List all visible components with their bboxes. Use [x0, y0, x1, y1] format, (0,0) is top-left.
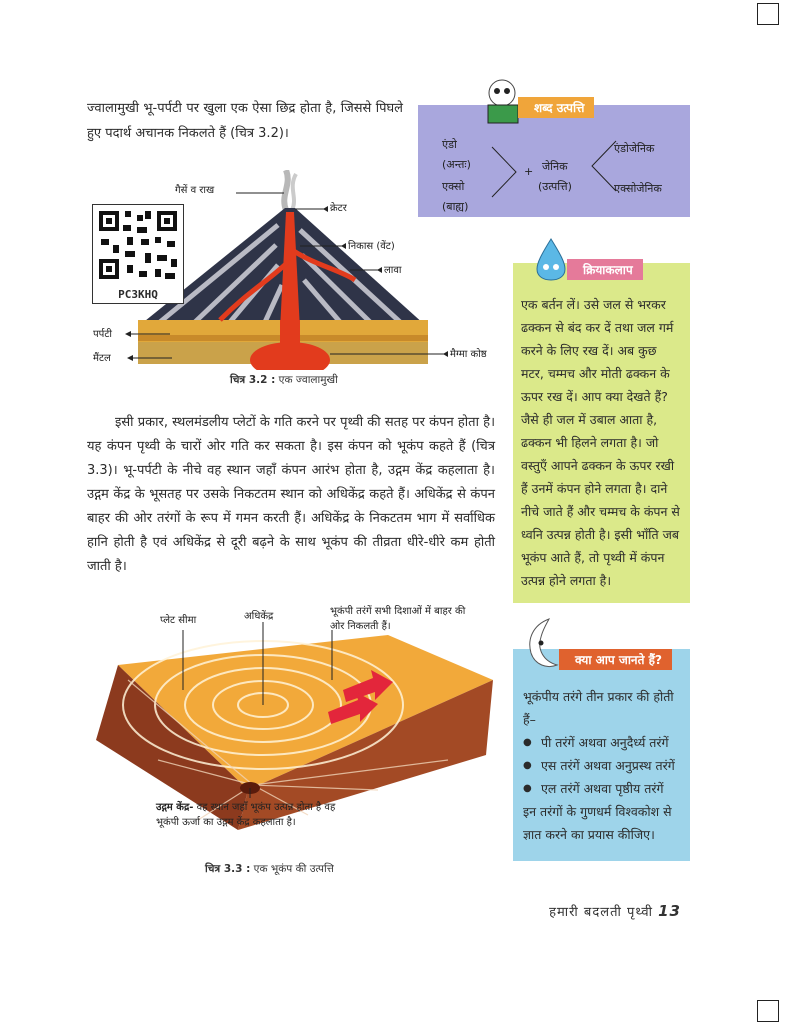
word-endo: एंडो	[442, 138, 457, 151]
label-focus-term: उद्गम केंद्र-	[156, 802, 194, 813]
word-origin-box	[418, 101, 690, 217]
label-vent: निकास (वेंट)	[348, 241, 395, 252]
word-exo-meaning: (बाह्य)	[442, 200, 469, 213]
page-number: 13	[658, 902, 681, 920]
arrow-gases	[236, 188, 286, 198]
did-you-know-content	[523, 685, 683, 846]
water-drop-mascot-icon	[533, 237, 569, 281]
page-footer	[549, 902, 681, 920]
volcano-caption	[230, 373, 338, 387]
word-endo-meaning: (अन्तः)	[442, 158, 471, 171]
arrow-crater	[295, 205, 330, 213]
arrow-crust	[125, 330, 170, 338]
bracket-left	[490, 145, 520, 200]
activity-title: क्रियाकलाप	[567, 259, 643, 280]
plus-sign: +	[524, 165, 534, 178]
arrow-magma	[330, 350, 450, 358]
did-you-know-outro: इन तरंगों के गुणधर्म विश्वकोश से ज्ञात करने का प्रयास कीजिए।	[523, 804, 672, 842]
label-focus	[156, 800, 356, 830]
label-mantle: मैंटल	[93, 353, 111, 364]
earthquake-caption-number: चित्र 3.3 :	[205, 863, 251, 875]
did-you-know-title: क्या आप जानते हैं?	[559, 649, 672, 670]
word-exogenic: एक्सोजेनिक	[614, 182, 662, 195]
wave-type-s: ● एस तरंगें अथवा अनुप्रस्थ तरंगें	[523, 754, 683, 777]
label-magma: मैग्मा कोष्ठ	[450, 349, 487, 360]
word-exo: एक्सो	[442, 180, 465, 193]
volcano-caption-text: एक ज्वालामुखी	[278, 374, 338, 386]
qr-pattern	[93, 205, 183, 285]
intro-paragraph: ज्वालामुखी भू-पर्पटी पर खुला एक ऐसा छिद्र होता है, जिससे पिघले हुए पदार्थ अचानक निकलते हैं (चित्र 3.2)।	[87, 101, 403, 141]
activity-box	[513, 263, 690, 603]
volcano-caption-number: चित्र 3.2 :	[230, 374, 276, 386]
did-you-know-box	[513, 649, 690, 861]
earthquake-paragraph	[87, 411, 495, 579]
qr-code	[92, 204, 184, 304]
word-origin-title: शब्द उत्पत्ति	[518, 97, 594, 118]
wave-type-l: ● एल तरंगें अथवा पृष्ठीय तरंगें	[523, 777, 683, 800]
label-focus-definition: वह स्थान जहाँ भूकंप उत्पन्न होता है वह भूकंपी ऊर्जा का उद्गम केंद्र कहलाता है।	[156, 802, 336, 828]
activity-text: एक बर्तन लें। उसे जल से भरकर ढक्कन से बंद कर दें तथा जल गर्म करने के लिए रख दें। अब कुछ मटर, चम्मच और मोती ढक्कन के ऊपर रख दें। आप क्या देखते हैं? जैसे ही जल में उबाल आता है, ढक्कन भी हिलने लगता है। जो वस्तुएँ आपने ढक्कन के ऊपर रखी हैं उनमें कंपन होने लगता है। दाने नीचे जाते हैं और चम्मच के कंपन से ध्वनि उत्पन्न होती है। इसी भाँति जब भूकंप आते हैं, तो पृथ्वी में कंपन उत्पन्न होने लगता है।	[521, 297, 680, 588]
qr-code-text: PC3KHQ	[118, 288, 158, 301]
earthquake-paragraph-text: इसी प्रकार, स्थलमंडलीय प्लेटों के गति करने पर पृथ्वी की सतह पर कंपन होता है। यह कंपन पृथ्वी के चारों ओर गति कर सकता है। इस कंपन को भूकंप कहते हैं (चित्र 3.3)। भू-पर्पटी के नीचे वह स्थान जहाँ कंपन आरंभ होता है, उद्गम केंद्र कहलाता है। उद्गम केंद्र के भूसतह पर उसके निकटतम स्थान को अधिकेंद्र कहते हैं। अधिकेंद्र से कंपन बाहर की ओर तरंगों के रूप में गमन करती हैं। अधिकेंद्र के निकटतम भाग में सर्वाधिक हानि होती है एवं अधिकेंद्र से दूरी बढ़ने के साथ भूकंप की तीव्रता धीरे-धीरे कम होती जाती है।	[87, 415, 495, 574]
moon-mascot-icon	[521, 617, 561, 669]
earthquake-caption-text: एक भूकंप की उत्पत्ति	[253, 863, 334, 875]
label-lava: लावा	[384, 265, 402, 276]
label-crater: क्रेटर	[330, 203, 347, 214]
word-endogenic: एंडोजेनिक	[614, 142, 655, 155]
label-epicentre: अधिकेंद्र	[244, 611, 274, 622]
wave-types-list	[523, 731, 683, 800]
chapter-title: हमारी बदलती पृथ्वी	[549, 905, 653, 920]
arrow-mantle	[127, 354, 172, 362]
earthquake-caption	[205, 862, 334, 876]
label-plate-boundary: प्लेट सीमा	[160, 615, 197, 626]
label-waves: भूकंपी तरंगें सभी दिशाओं में बाहर की ओर निकलती हैं।	[330, 606, 466, 632]
arrow-vent	[300, 242, 348, 250]
word-genic: जेनिक	[542, 160, 568, 173]
label-crust: पर्पटी	[93, 329, 112, 340]
arrow-lava	[350, 266, 384, 274]
corner-mark-top	[757, 3, 779, 25]
wave-type-p: ● पी तरंगें अथवा अनुदैर्ध्य तरंगें	[523, 731, 683, 754]
word-genic-meaning: (उत्पत्ति)	[538, 180, 572, 193]
did-you-know-intro: भूकंपीय तरंगे तीन प्रकार की होती हैं–	[523, 689, 674, 727]
corner-mark-bottom	[757, 1000, 779, 1022]
label-gases: गैसें व राख	[175, 185, 215, 196]
